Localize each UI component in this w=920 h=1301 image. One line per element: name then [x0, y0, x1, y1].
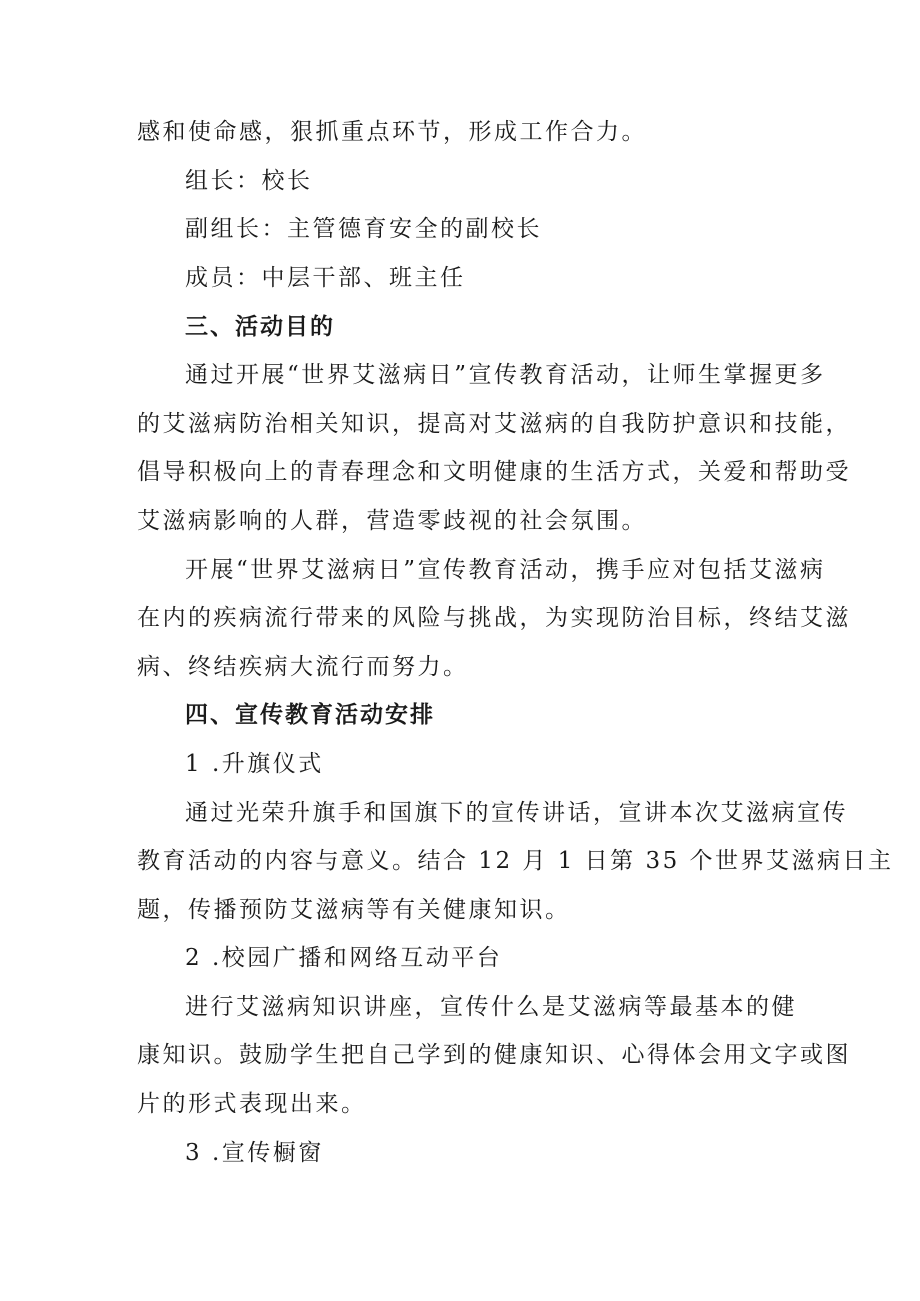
paragraph-line: 在内的疾病流行带来的风险与挑战，为实现防治目标，终结艾滋 — [137, 605, 851, 631]
paragraph-line: 感和使命感，狠抓重点环节，形成工作合力。 — [137, 119, 647, 145]
paragraph-line: 开展“世界艾滋病日”宣传教育活动，携手应对包括艾滋病 — [185, 557, 826, 583]
paragraph-line: 通过开展“世界艾滋病日”宣传教育活动，让师生掌握更多 — [185, 362, 826, 388]
paragraph-line: 病、终结疾病大流行而努力。 — [137, 654, 469, 680]
paragraph-line: 通过光荣升旗手和国旗下的宣传讲话，宣讲本次艾滋病宣传 — [185, 800, 848, 826]
list-item-heading: 2 .校园广播和网络互动平台 — [185, 945, 503, 971]
paragraph-line: 副组长：主管德育安全的副校长 — [185, 216, 542, 242]
paragraph-line: 倡导积极向上的青春理念和文明健康的生活方式，关爱和帮助受 — [137, 459, 851, 485]
paragraph-line: 题，传播预防艾滋病等有关健康知识。 — [137, 897, 571, 923]
paragraph-line: 进行艾滋病知识讲座，宣传什么是艾滋病等最基本的健 — [185, 994, 797, 1020]
section-heading: 三、活动目的 — [185, 314, 335, 340]
paragraph-line: 康知识。鼓励学生把自己学到的健康知识、心得体会用文字或图 — [137, 1042, 851, 1068]
list-item-heading: 1 .升旗仪式 — [185, 751, 324, 777]
paragraph-line: 成员：中层干部、班主任 — [185, 265, 466, 291]
paragraph-line: 片的形式表现出来。 — [137, 1091, 367, 1117]
paragraph-line: 组长：校长 — [185, 168, 313, 194]
list-item-heading: 3 .宣传橱窗 — [185, 1140, 324, 1166]
section-heading: 四、宣传教育活动安排 — [185, 702, 435, 728]
paragraph-line: 的艾滋病防治相关知识，提高对艾滋病的自我防护意识和技能， — [137, 411, 851, 437]
paragraph-line: 教育活动的内容与意义。结合 12 月 1 日第 35 个世界艾滋病日主 — [137, 848, 894, 874]
paragraph-line: 艾滋病影响的人群，营造零歧视的社会氛围。 — [137, 508, 647, 534]
